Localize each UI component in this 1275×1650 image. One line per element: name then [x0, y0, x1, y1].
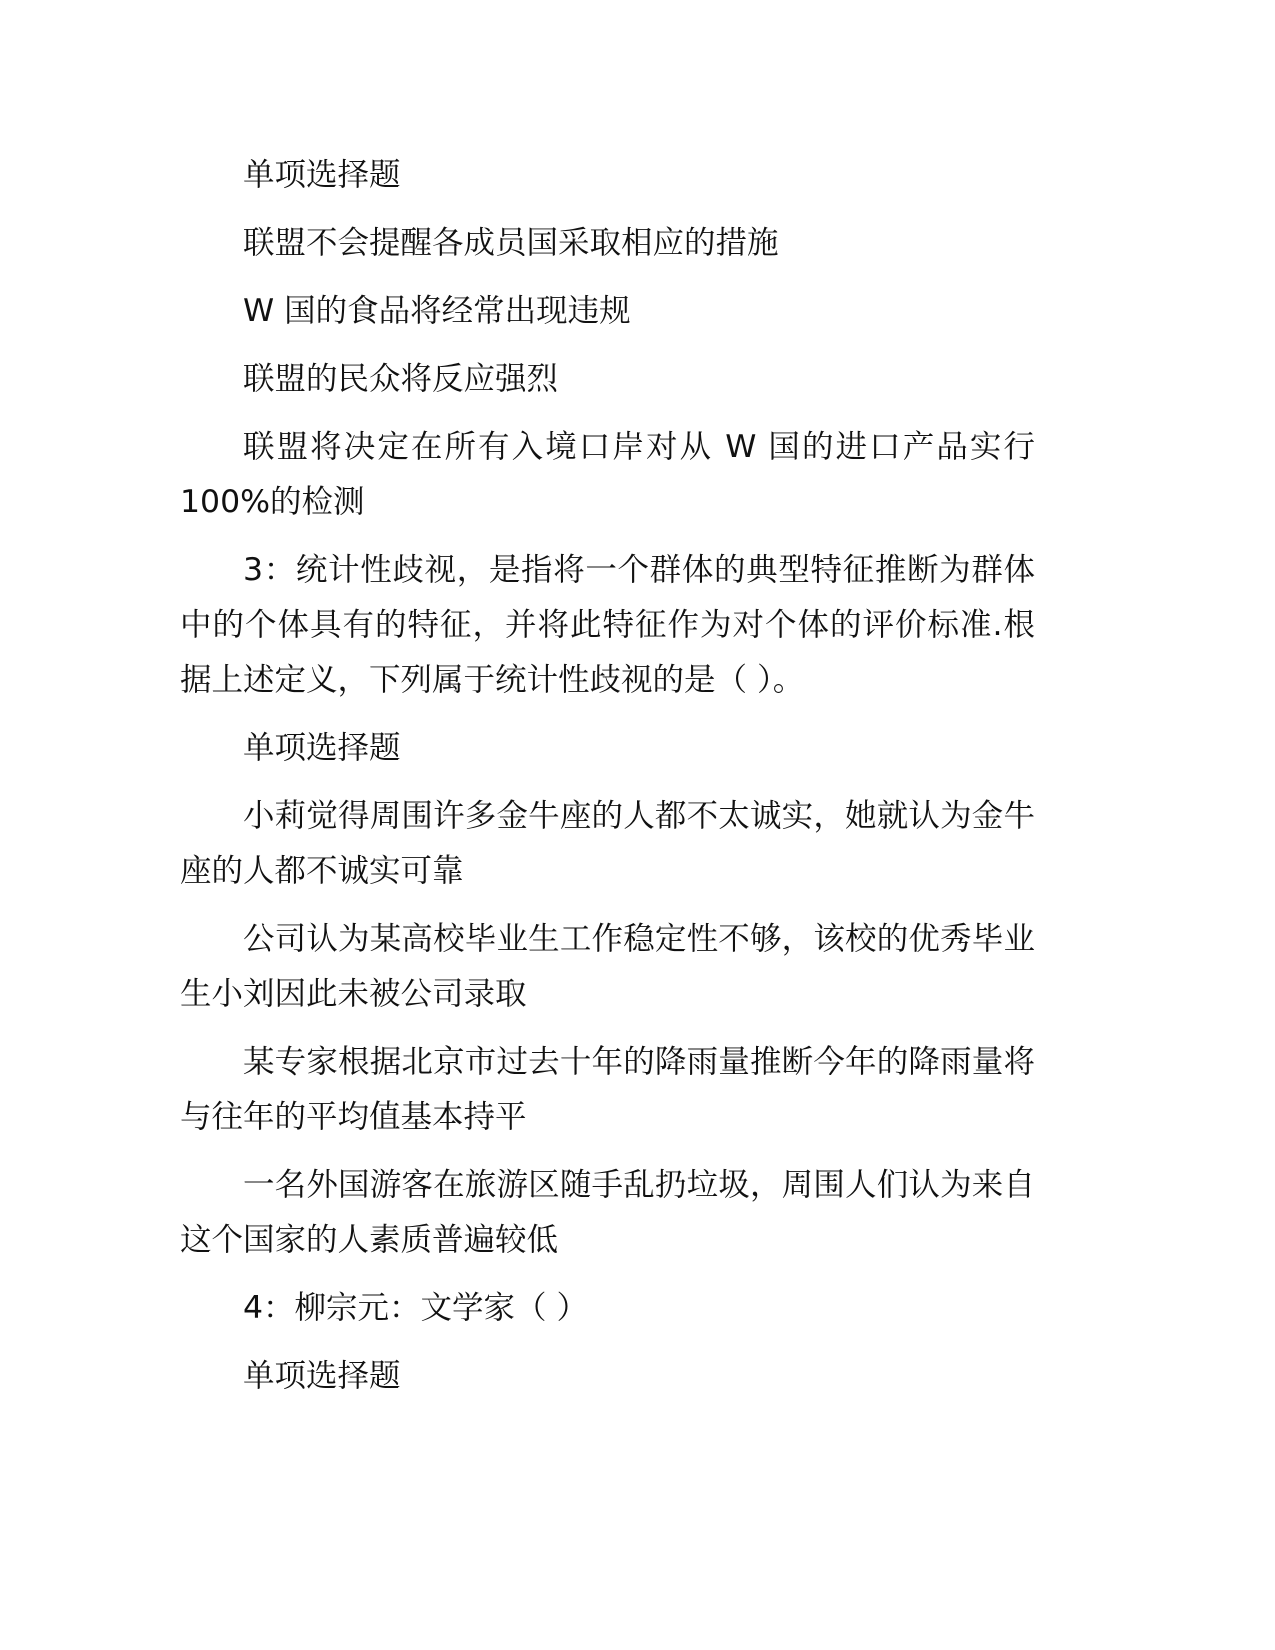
option-paragraph [180, 352, 1035, 407]
text-line: 单项选择题 [243, 157, 401, 193]
text-line: 据上述定义，下列属于统计性歧视的是（ ）。 [180, 662, 805, 698]
option-paragraph [180, 420, 1035, 530]
question-paragraph [180, 1281, 1035, 1336]
text-line: 单项选择题 [243, 1358, 401, 1394]
text-line: 3：统计性歧视，是指将一个群体的典型特征推断为群体 [243, 552, 1035, 588]
question-type-label [180, 148, 1035, 203]
text-line: 联盟不会提醒各成员国采取相应的措施 [243, 225, 779, 261]
option-paragraph [180, 789, 1035, 899]
text-line: 与往年的平均值基本持平 [180, 1099, 527, 1135]
question-paragraph [180, 543, 1035, 708]
text-line: W 国的食品将经常出现违规 [243, 293, 631, 329]
text-line: 联盟的民众将反应强烈 [243, 361, 559, 397]
question-type-label [180, 1349, 1035, 1404]
text-line: 某专家根据北京市过去十年的降雨量推断今年的降雨量将 [243, 1044, 1035, 1080]
option-paragraph [180, 1035, 1035, 1145]
text-line: 中的个体具有的特征，并将此特征作为对个体的评价标准.根 [180, 607, 1035, 643]
text-line: 100%的检测 [180, 484, 365, 520]
text-line: 单项选择题 [243, 730, 401, 766]
text-line: 生小刘因此未被公司录取 [180, 976, 527, 1012]
text-line: 公司认为某高校毕业生工作稳定性不够，该校的优秀毕业 [243, 921, 1035, 957]
question-type-label [180, 721, 1035, 776]
text-line: 小莉觉得周围许多金牛座的人都不太诚实，她就认为金牛 [243, 798, 1035, 834]
text-line: 一名外国游客在旅游区随手乱扔垃圾，周围人们认为来自 [243, 1167, 1035, 1203]
text-line: 这个国家的人素质普遍较低 [180, 1222, 559, 1258]
option-paragraph [180, 284, 1035, 339]
option-paragraph [180, 216, 1035, 271]
text-line: 联盟将决定在所有入境口岸对从 W 国的进口产品实行 [243, 429, 1035, 465]
document-page [180, 148, 1035, 1417]
text-line: 4：柳宗元：文学家（ ） [243, 1290, 589, 1326]
option-paragraph [180, 1158, 1035, 1268]
text-line: 座的人都不诚实可靠 [180, 853, 464, 889]
option-paragraph [180, 912, 1035, 1022]
